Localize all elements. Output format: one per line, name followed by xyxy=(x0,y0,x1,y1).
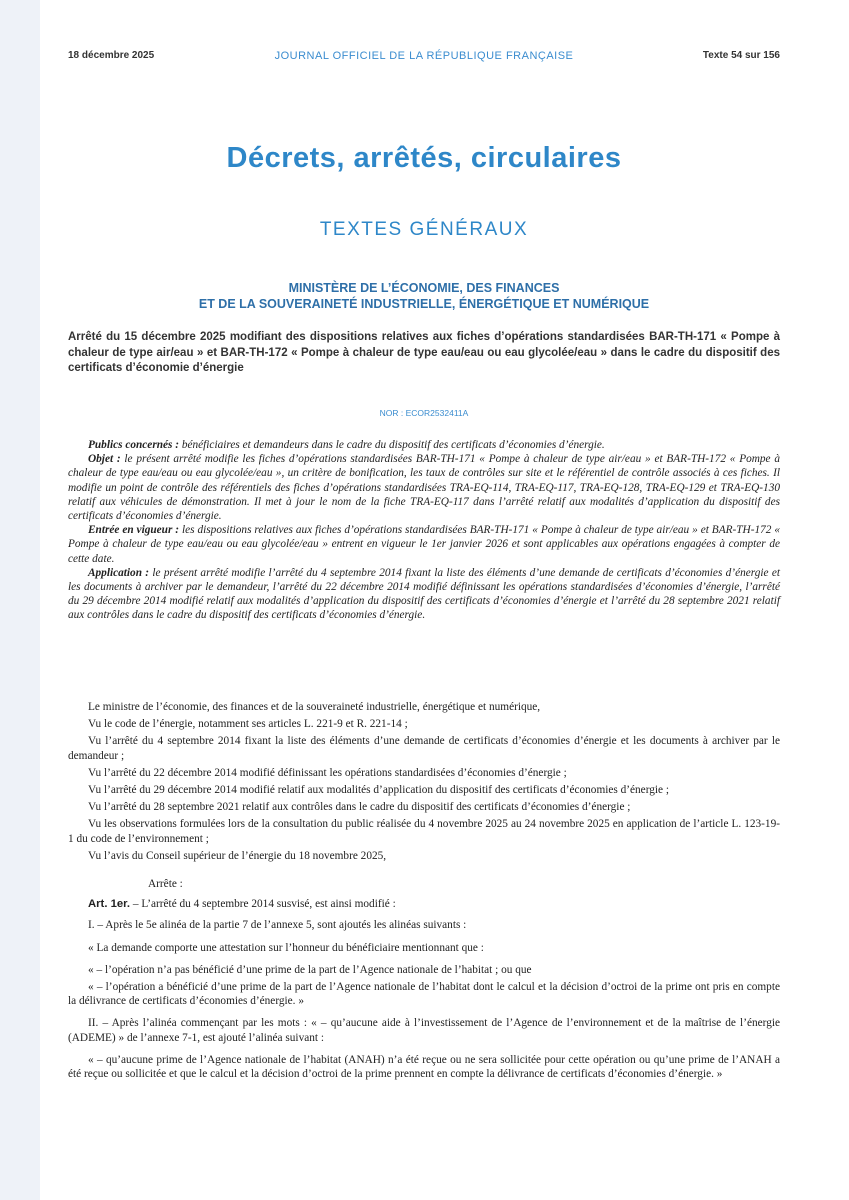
summary-application xyxy=(68,566,780,623)
ministry-line-1: MINISTÈRE DE L’ÉCONOMIE, DES FINANCES xyxy=(288,281,560,295)
header-date: 18 décembre 2025 xyxy=(68,50,155,61)
application-text: le présent arrêté modifie l’arrêté du 4 septembre 2014 fixant la liste des éléments d’une demande de certificats d’économies d’énergie et les documents à archiver par le demandeur, l’arrêté du 22 décembre 2014 modifié définissant les opérations standardisées d’économies d’énergie, l’arrêté du 29 décembre 2014 modifié relatif aux modalités d’application du dispositif des certificats d’économies d’énergie et l’arrêté du 28 septembre 2021 relatif aux contrôles dans le cadre du dispositif des certificats d’économies d’énergie. xyxy=(68,566,780,622)
paragraph-attestation: « La demande comporte une attestation sur l’honneur du bénéficiaire mentionnant que : xyxy=(88,941,484,954)
left-margin-strip xyxy=(0,0,40,1200)
summary-publics xyxy=(68,438,780,452)
arrete-heading: Arrête : xyxy=(148,878,183,891)
summary-block xyxy=(68,438,780,623)
summary-objet xyxy=(68,452,780,523)
visa-2: Vu l’arrêté du 4 septembre 2014 fixant la liste des éléments d’une demande de certificats d’économies d’énergie et les documents à archiver par le demandeur ; xyxy=(68,735,780,762)
article-1 xyxy=(68,897,780,911)
publics-text: bénéficiaires et demandeurs dans le cadre du dispositif des certificats d’économies d’énergie. xyxy=(181,439,605,451)
sub-title: TEXTES GÉNÉRAUX xyxy=(319,219,529,240)
article-1-number: Art. 1er. xyxy=(88,898,131,911)
section-title: Décrets, arrêtés, circulaires xyxy=(226,142,622,174)
entree-text: les dispositions relatives aux fiches d’opérations standardisées BAR-TH-171 « Pompe à chaleur de type air/eau » et BAR-TH-172 « Pompe à chaleur de type eau/eau ou eau glycolée/eau » entrent en vigueur le 1er janvier 2026 et sont applicables aux opérations engagées à compter de cette date. xyxy=(68,524,781,565)
intro-paragraph: Le ministre de l’économie, des finances et de la souveraineté industrielle, énergétique et numérique, xyxy=(88,701,541,713)
ministry-line-2: ET DE LA SOUVERAINETÉ INDUSTRIELLE, ÉNERGÉTIQUE ET NUMÉRIQUE xyxy=(198,297,650,311)
visa-6: Vu les observations formulées lors de la consultation du public réalisée du 4 novembre 2025 au 24 novembre 2025 en application de l’article L. 123-19-1 du code de l’environnement ; xyxy=(68,818,780,845)
visa-7: Vu l’avis du Conseil supérieur de l’énergie du 18 novembre 2025, xyxy=(88,849,387,862)
page-header xyxy=(68,50,780,66)
paragraph-option-2: « – l’opération a bénéficié d’une prime de la part de l’Agence nationale de l’habitat dont le calcul et la décision d’octroi de la prime ont pris en compte la délivrance de certificats d’économies d’énergie. » xyxy=(68,981,780,1008)
objet-text: le présent arrêté modifie les fiches d’opérations standardisées BAR-TH-171 « Pompe à chaleur de type air/eau » et BAR-TH-172 « Pompe à chaleur de type eau/eau ou eau glycolée/eau », un critère de bonification, les taux de contrôles sur site et le référentiel de contrôle associés à ces fiches. Il modifie un point de contrôle des référentiels des fiches d’opérations standardisées TRA-EQ-114, TRA-EQ-117, TRA-EQ-128, TRA-EQ-129 et TRA-EQ-130 relatif aux véhicules de démonstration. Il met à jour le nom de la fiche TRA-EQ-117 dans l’arrêté relatif aux modalités d’application du dispositif des certificats d’économies d’énergie. xyxy=(68,453,780,523)
header-text-number: Texte 54 sur 156 xyxy=(702,50,780,61)
visa-5: Vu l’arrêté du 28 septembre 2021 relatif aux contrôles dans le cadre du dispositif des certificats d’économies d’énergie ; xyxy=(88,801,631,814)
header-journal-title: JOURNAL OFFICIEL DE LA RÉPUBLIQUE FRANÇAISE xyxy=(274,50,574,62)
entree-label: Entrée en vigueur : xyxy=(88,524,180,537)
summary-entree xyxy=(68,523,780,566)
visa-3: Vu l’arrêté du 22 décembre 2014 modifié définissant les opérations standardisées d’économies d’énergie ; xyxy=(88,766,567,779)
visa-1: Vu le code de l’énergie, notamment ses articles L. 221-9 et R. 221-14 ; xyxy=(88,718,408,731)
publics-label: Publics concernés : xyxy=(88,439,179,451)
visa-4: Vu l’arrêté du 29 décembre 2014 modifié relatif aux modalités d’application du dispositif des certificats d’économies d’énergie ; xyxy=(88,784,670,797)
decree-title: Arrêté du 15 décembre 2025 modifiant des dispositions relatives aux fiches d’opérations standardisées BAR-TH-171 « Pompe à chaleur de type air/eau » et BAR-TH-172 « Pompe à chaleur de type eau/eau ou eau glycolée/eau » dans le cadre du dispositif des certificats d’économie d’énergie xyxy=(68,331,780,374)
document-page xyxy=(68,0,780,1200)
paragraph-anah: « – qu’aucune prime de l’Agence nationale de l’habitat (ANAH) n’a été reçue ou ne sera sollicitée pour cette opération ou qu’une prime de l’ANAH a été reçue ou sollicitée et que le calcul et la décision d’octroi de la prime prennent en compte la délivrance de certificats d’économies d’énergie. » xyxy=(68,1053,780,1081)
nor-reference: NOR : ECOR2532411A xyxy=(379,408,469,418)
ministry-heading xyxy=(68,280,780,312)
paragraph-option-1: « – l’opération n’a pas bénéficié d’une prime de la part de l’Agence nationale de l’habitat ; ou que xyxy=(88,963,532,976)
application-label: Application : xyxy=(88,566,150,579)
objet-label: Objet : xyxy=(88,453,121,466)
paragraph-ii: II. – Après l’alinéa commençant par les mots : « – qu’aucune aide à l’investissement de l’Agence de l’environnement et de la maîtrise de l’énergie (ADEME) » de l’annexe 7-1, est ajouté l’alinéa suivant : xyxy=(68,1017,780,1044)
decree-body xyxy=(68,700,780,1084)
article-1-text: – L’arrêté du 4 septembre 2014 susvisé, est ainsi modifié : xyxy=(130,898,396,911)
paragraph-i: I. – Après le 5e alinéa de la partie 7 de l’annexe 5, sont ajoutés les alinéas suivants : xyxy=(88,919,467,932)
